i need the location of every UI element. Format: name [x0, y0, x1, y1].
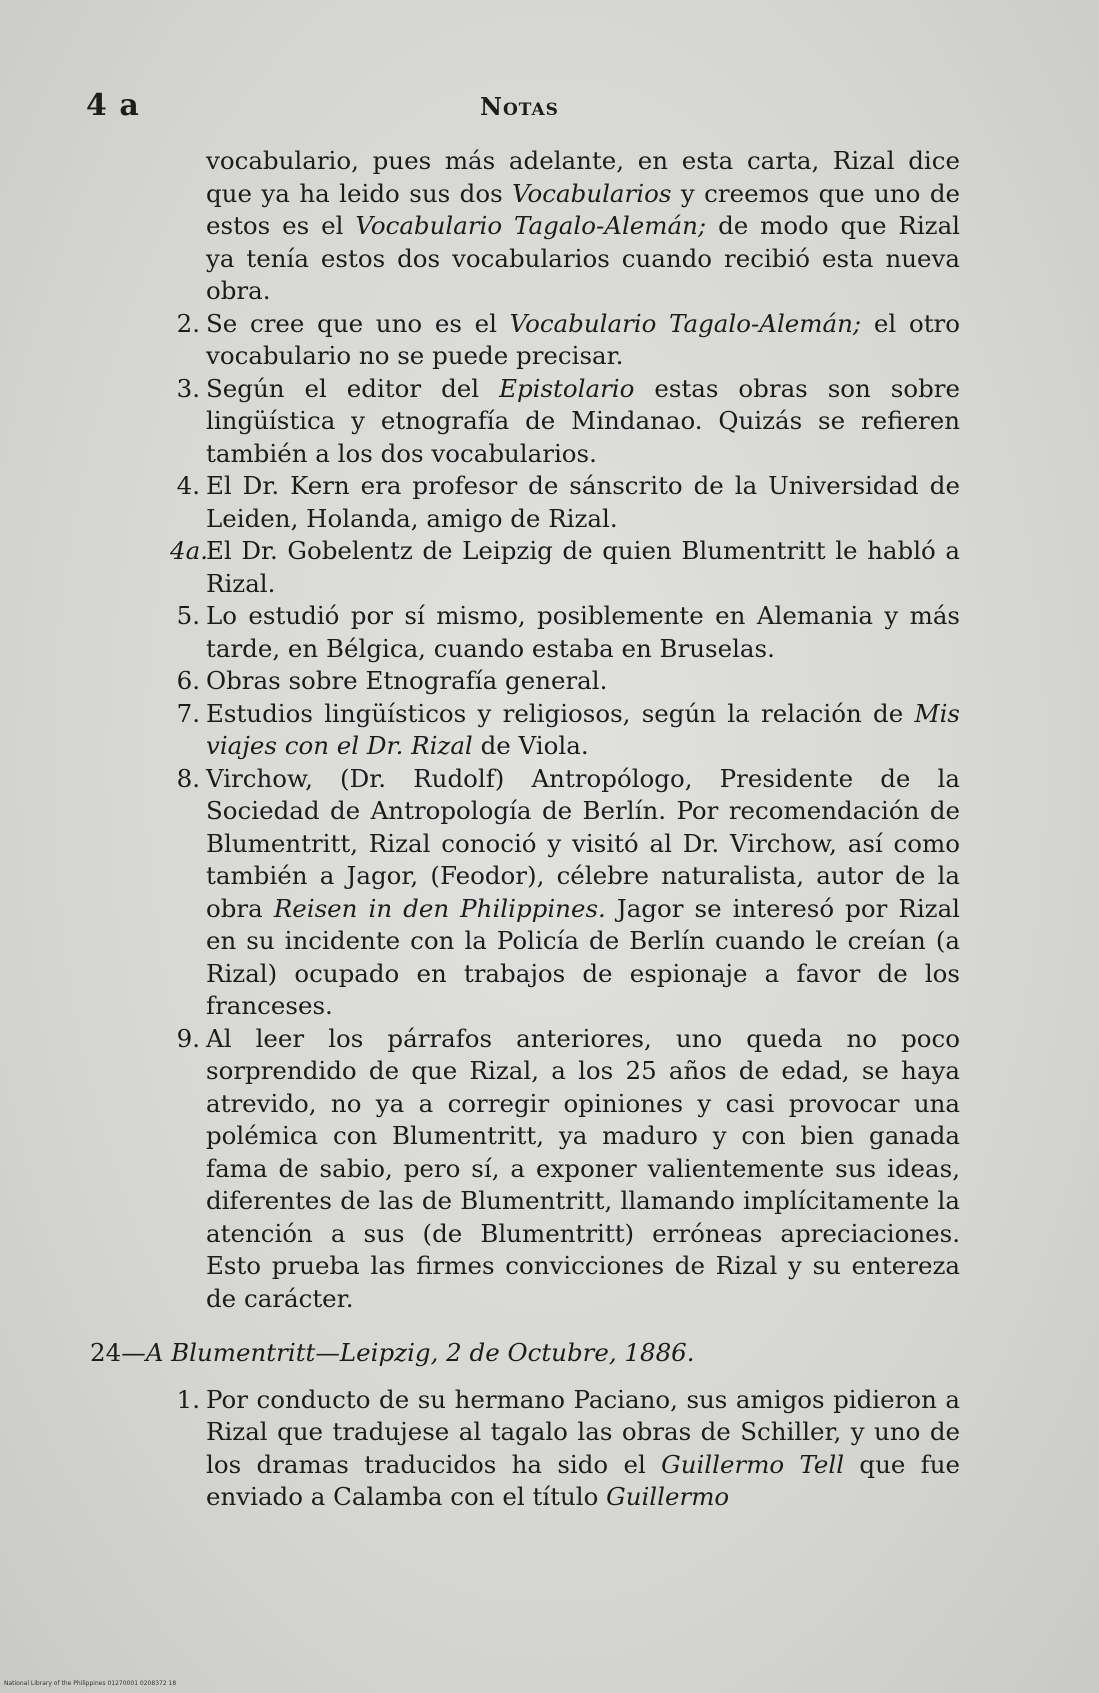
note-number: 7. [176, 698, 200, 728]
note-italic: Reisen in den Philippines. [273, 893, 606, 923]
letter-title: —A Blumentritt—Leipzig, 2 de Octubre, 1886. [121, 1338, 695, 1367]
note-text: el otro vocabulario no se puede precisar. [206, 308, 960, 370]
note-item [170, 763, 960, 1023]
note-item [170, 600, 960, 665]
note-italic: Epistolario [499, 373, 635, 403]
note-text: Por conducto de su hermano Paciano, sus amigos pidieron a Rizal que tradujese al tagalo las obras de Schiller, y uno de los dramas traducidos ha sido el [206, 1384, 960, 1479]
note-item [170, 535, 960, 600]
note-item [170, 1023, 960, 1316]
note-number: 5. [176, 601, 200, 630]
note-text: Se cree que uno es el [206, 308, 510, 338]
note-text: que fue enviado a Calamba con el título [206, 1449, 960, 1511]
note-text: Obras sobre Etnografía general. [206, 666, 608, 695]
letter-note-item [170, 1384, 960, 1514]
letter-heading [90, 1337, 960, 1370]
note-italic: Vocabulario Tagalo-Alemán; [509, 308, 862, 338]
note-text: Lo estudió por sí mismo, posiblemente en Alemania y más tarde, en Bélgica, cuando estaba en Bruselas. [206, 601, 960, 663]
note-number: 4a. [170, 536, 208, 565]
note-text: Al leer los párrafos anteriores, uno queda no poco sorprendido de que Rizal, a los 25 años de edad, se haya atrevido, no ya a corregir opiniones y casi provocar una polémica con Blumentritt, ya maduro y con bien ganada fama de sabio, pero sí, a exponer valientemente sus ideas, diferentes de las de Blumentritt, llamando implícitamente la atención a sus (de Blumentritt) erróneas apreciaciones. Esto prueba las firmes convicciones de Rizal y su entereza de carácter. [206, 1023, 960, 1313]
note-number: 1. [176, 1384, 200, 1414]
intro-text-2: y creemos que uno de estos es el [206, 178, 961, 240]
note-item [170, 470, 960, 535]
note-number: 8. [176, 763, 200, 793]
intro-italic-2: Vocabulario Tagalo-Alemán; [355, 211, 707, 240]
note-number: 2. [176, 308, 200, 338]
intro-paragraph [206, 145, 960, 308]
running-header-title: Notas [480, 92, 559, 121]
notes-body [90, 145, 961, 1514]
note-text: El Dr. Kern era profesor de sánscrito de la Universidad de Leiden, Holanda, amigo de Rizal. [206, 471, 960, 533]
note-text: Estudios lingüísticos y religiosos, según la relación de [206, 698, 915, 728]
library-stamp: National Library of the Philippines 01270001 0208372 18 [4, 1680, 177, 1687]
note-italic: Guillermo Tell [661, 1449, 845, 1479]
note-item [170, 665, 960, 698]
note-text: El Dr. Gobelentz de Leipzig de quien Blumentritt le habló a Rizal. [206, 536, 960, 598]
note-italic: Mis viajes con el Dr. Rizal [206, 698, 960, 760]
note-item [170, 698, 960, 763]
letter-number: 24 [90, 1338, 122, 1367]
intro-text-3: de modo que Rizal ya tenía estos dos vocabularios cuando recibió esta nueva obra. [206, 211, 961, 305]
note-number: 4. [176, 471, 200, 500]
note-text: Virchow, (Dr. Rudolf) Antropólogo, Presidente de la Sociedad de Antropología de Berlín. Por recomendación de Blumentritt, Rizal conoció y visitó al Dr. Virchow, así como también a Jagor, (Feodor), célebre naturalista, autor de la obra [206, 763, 960, 923]
page-number: 4 a [86, 88, 140, 123]
note-text: Según el editor del [206, 373, 500, 403]
note-number: 9. [176, 1023, 200, 1053]
intro-italic-1: Vocabularios [512, 178, 672, 208]
note-italic: Guillermo [606, 1482, 730, 1511]
note-text: estas obras son sobre lingüística y etnografía de Mindanao. Quizás se refieren también a los dos vocabularios. [206, 373, 960, 468]
note-text: de Viola. [472, 731, 589, 760]
note-item [170, 373, 960, 471]
note-item [170, 308, 960, 373]
intro-text-1: vocabulario, pues más adelante, en esta carta, Rizal dice que ya ha leido sus dos [206, 146, 960, 208]
note-text: Jagor se interesó por Rizal en su incidente con la Policía de Berlín cuando le creían (a Rizal) ocupado en trabajos de espionaje a favor de los franceses. [206, 893, 961, 1020]
note-number: 6. [176, 666, 200, 695]
note-number: 3. [176, 373, 200, 403]
